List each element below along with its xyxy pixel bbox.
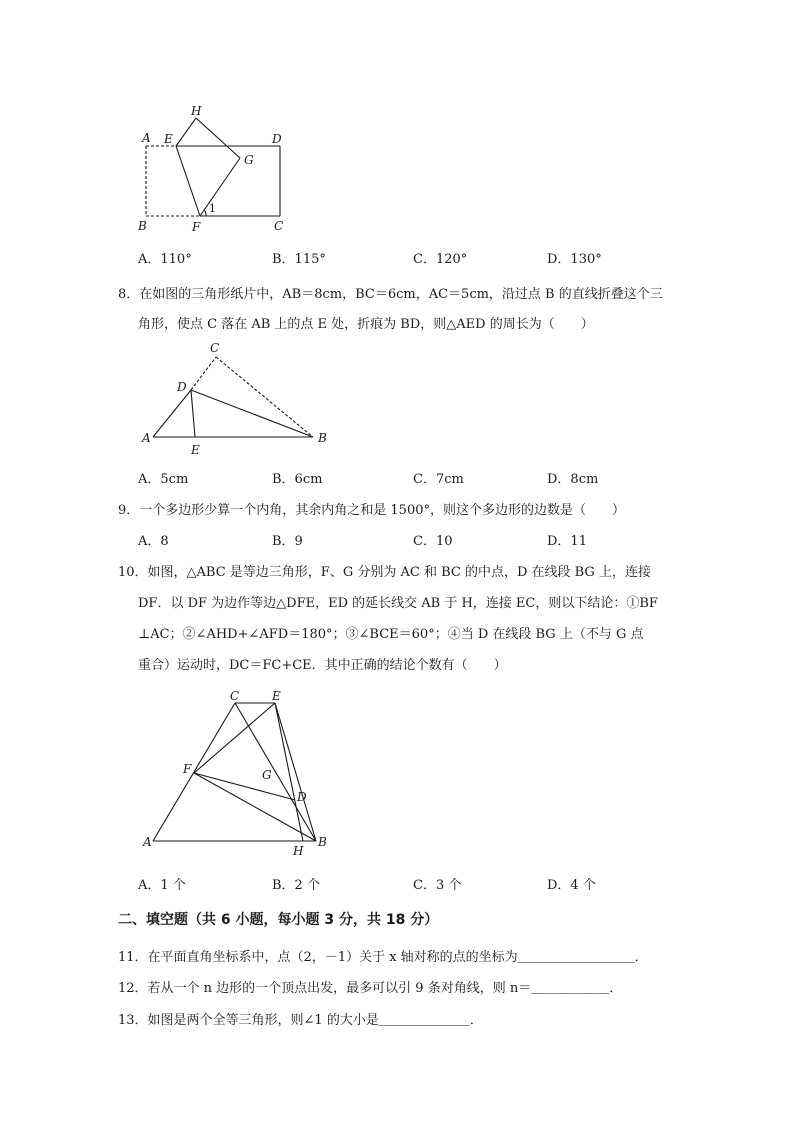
label-D: D [272, 132, 282, 146]
figure-q7 [130, 98, 300, 238]
label-angle1: 1 [209, 202, 216, 215]
label-E: E [164, 132, 173, 146]
q8-option-b[interactable]: B．6cm [272, 472, 323, 487]
q10-option-b[interactable]: B．2 个 [272, 878, 320, 893]
q11-text: 11．在平面直角坐标系中，点（2，－1）关于 x 轴对称的点的坐标为＿＿＿＿＿＿＿＿＿． [118, 950, 648, 965]
label-E: E [191, 443, 200, 457]
q9-text: 9．一个多边形少算一个内角，其余内角之和是 1500°，则这个多边形的边数是（ ） [118, 503, 625, 518]
q8-text-line1: 8．在如图的三角形纸片中，AB＝8cm，BC＝6cm，AC＝5cm，沿过点 B 的直线折叠这个三 [118, 287, 663, 302]
label-G: G [262, 768, 272, 782]
figure-q10 [135, 682, 335, 860]
q9-option-b[interactable]: B．9 [272, 534, 303, 549]
q10-option-a[interactable]: A．1 个 [138, 878, 186, 893]
q7-option-a[interactable]: A．110° [138, 252, 192, 267]
q9-option-a[interactable]: A．8 [138, 534, 169, 549]
label-D: D [177, 380, 187, 394]
label-C: C [210, 341, 220, 355]
label-G: G [244, 153, 254, 167]
label-E: E [272, 689, 281, 703]
q8-option-c[interactable]: C．7cm [413, 472, 464, 487]
q9-option-d[interactable]: D．11 [547, 534, 587, 549]
label-A: A [142, 131, 151, 145]
q10-text-line4: 重合）运动时，DC＝FC+CE．其中正确的结论个数有（ ） [138, 658, 507, 673]
label-F: F [183, 762, 192, 776]
q7-option-d[interactable]: D．130° [547, 252, 602, 267]
q7-option-b[interactable]: B．115° [272, 252, 326, 267]
label-B: B [138, 219, 147, 233]
q13-text: 13．如图是两个全等三角形，则∠1 的大小是＿＿＿＿＿＿＿． [118, 1013, 483, 1028]
q12-text: 12．若从一个 n 边形的一个顶点出发，最多可以引 9 条对角线，则 n＝＿＿＿＿＿＿． [118, 981, 623, 996]
q7-option-c[interactable]: C．120° [413, 252, 468, 267]
q10-text-line1: 10．如图，△ABC 是等边三角形，F、G 分别为 AC 和 BC 的中点，D 在线段 BG 上，连接 [118, 565, 651, 580]
label-C: C [230, 689, 240, 703]
q10-option-c[interactable]: C．3 个 [413, 878, 462, 893]
q8-option-a[interactable]: A．5cm [138, 472, 189, 487]
q10-text-line3: ⊥AC；②∠AHD+∠AFD＝180°；③∠BCE＝60°；④当 D 在线段 BG 上（不与 G 点 [138, 627, 644, 642]
q10-options [0, 874, 794, 894]
q10-option-d[interactable]: D．4 个 [547, 878, 596, 893]
figure-q8 [130, 336, 340, 460]
label-A: A [142, 431, 151, 445]
label-H: H [293, 844, 304, 858]
label-A: A [143, 835, 152, 849]
section-heading: 二、填空题（共 6 小题，每小题 3 分，共 18 分） [118, 912, 439, 928]
q8-text-line2: 角形，使点 C 落在 AB 上的点 E 处，折痕为 BD，则△AED 的周长为（ ） [138, 317, 594, 332]
q8-options [0, 468, 794, 488]
q10-text-line2: DF．以 DF 为边作等边△DFE，ED 的延长线交 AB 于 H，连接 EC，则以下结论：①BF [138, 596, 658, 611]
label-F: F [192, 220, 201, 234]
q9-options [0, 530, 794, 550]
q7-options [0, 248, 794, 268]
label-C: C [274, 219, 284, 233]
label-B: B [318, 431, 327, 445]
label-D: D [297, 790, 307, 804]
label-B: B [318, 835, 327, 849]
label-H: H [191, 104, 202, 118]
q8-option-d[interactable]: D．8cm [547, 472, 599, 487]
q9-option-c[interactable]: C．10 [413, 534, 453, 549]
